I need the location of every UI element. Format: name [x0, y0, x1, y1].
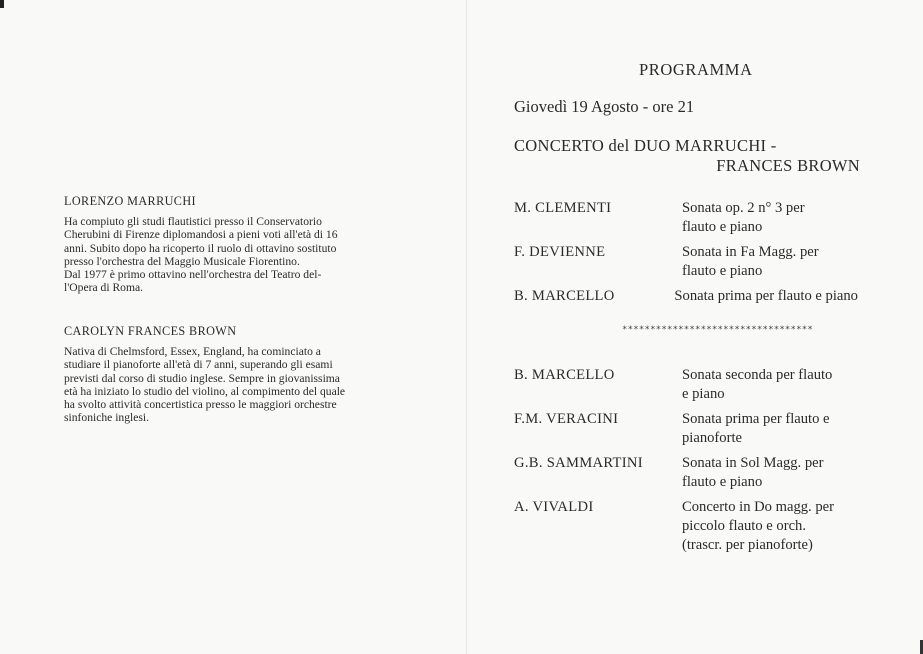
work-line: Concerto in Do magg. per	[682, 499, 834, 515]
work-line: flauto e piano	[682, 474, 763, 490]
concert-name-line: CONCERTO del DUO MARRUCHI -	[514, 136, 777, 155]
bio-name: CAROLYN FRANCES BROWN	[64, 324, 237, 338]
program-item	[514, 410, 894, 448]
program-item	[514, 498, 894, 555]
bio-line: Dal 1977 è primo ottavino nell'orchestra del Teatro del-	[64, 268, 322, 282]
concert-name-line: FRANCES BROWN	[716, 156, 860, 175]
work-line: Sonata prima per flauto e	[682, 411, 830, 427]
bio-line: previsti dal corso di studio inglese. Sempre in giovanissima	[64, 371, 340, 385]
program-title: PROGRAMMA	[639, 60, 753, 79]
bio-text	[64, 215, 401, 295]
bio-line: l'Opera di Roma.	[64, 281, 144, 295]
work-title	[682, 410, 872, 448]
bio-line: sinfoniche inglesi.	[64, 411, 150, 425]
bio-line: Cherubini di Firenze diplomandosi a pieni voti all'età di 16	[64, 228, 338, 242]
program-item	[514, 366, 894, 404]
composer: G.B. SAMMARTINI	[514, 455, 643, 471]
work-line: (trascr. per pianoforte)	[682, 537, 813, 553]
concert-name	[514, 136, 860, 176]
composer: B. MARCELLO	[514, 288, 615, 304]
bio-line: Nativa di Chelmsford, Essex, England, ha cominciato a	[64, 345, 321, 358]
composer: F.M. VERACINI	[514, 411, 619, 427]
bio-name: LORENZO MARRUCHI	[64, 194, 197, 208]
bio-line: presso l'orchestra del Maggio Musicale Fiorentino.	[64, 254, 300, 268]
work-line: e piano	[682, 386, 725, 402]
page-fold	[466, 0, 467, 654]
composer: M. CLEMENTI	[514, 200, 612, 216]
composer: B. MARCELLO	[514, 367, 615, 383]
concert-date: Giovedì 19 Agosto - ore 21	[514, 97, 695, 116]
work-line: Sonata prima per flauto e piano	[674, 288, 858, 304]
work-line: flauto e piano	[682, 219, 763, 235]
work-line: pianoforte	[682, 430, 742, 446]
scan-corner-mark	[0, 0, 4, 8]
bio-carolyn-frances-brown	[64, 324, 401, 425]
program-part-two	[514, 366, 894, 561]
program-item	[514, 454, 894, 492]
program-item	[514, 287, 894, 306]
bio-line: ha svolto attività concertistica presso le maggiori orchestre	[64, 398, 337, 412]
work-title	[682, 199, 872, 237]
work-line: Sonata op. 2 n° 3 per	[682, 200, 805, 216]
bio-line: studiare il pianoforte all'età di 7 anni, superando gli esami	[64, 358, 333, 372]
bio-text	[64, 345, 401, 425]
section-divider: **********************************	[622, 325, 814, 335]
program-item	[514, 243, 894, 281]
program-item	[514, 199, 894, 237]
work-title	[682, 498, 872, 555]
program-part-one	[514, 199, 894, 312]
bio-line: età ha iniziato lo studio del violino, al compimento del quale	[64, 384, 346, 398]
work-title	[682, 243, 872, 281]
work-title	[682, 454, 872, 492]
work-line: piccolo flauto e orch.	[682, 518, 806, 534]
work-title	[682, 366, 872, 404]
work-line: Sonata seconda per flauto	[682, 367, 833, 383]
work-line: flauto e piano	[682, 263, 763, 279]
bio-line: anni. Subito dopo ha ricoperto il ruolo di ottavino sostituto	[64, 241, 337, 255]
work-title	[674, 287, 894, 306]
composer: A. VIVALDI	[514, 499, 594, 515]
bio-lorenzo-marruchi	[64, 194, 401, 295]
work-line: Sonata in Fa Magg. per	[682, 244, 819, 260]
bio-line: Ha compiuto gli studi flautistici presso il Conservatorio	[64, 215, 322, 228]
work-line: Sonata in Sol Magg. per	[682, 455, 824, 471]
composer: F. DEVIENNE	[514, 244, 606, 260]
